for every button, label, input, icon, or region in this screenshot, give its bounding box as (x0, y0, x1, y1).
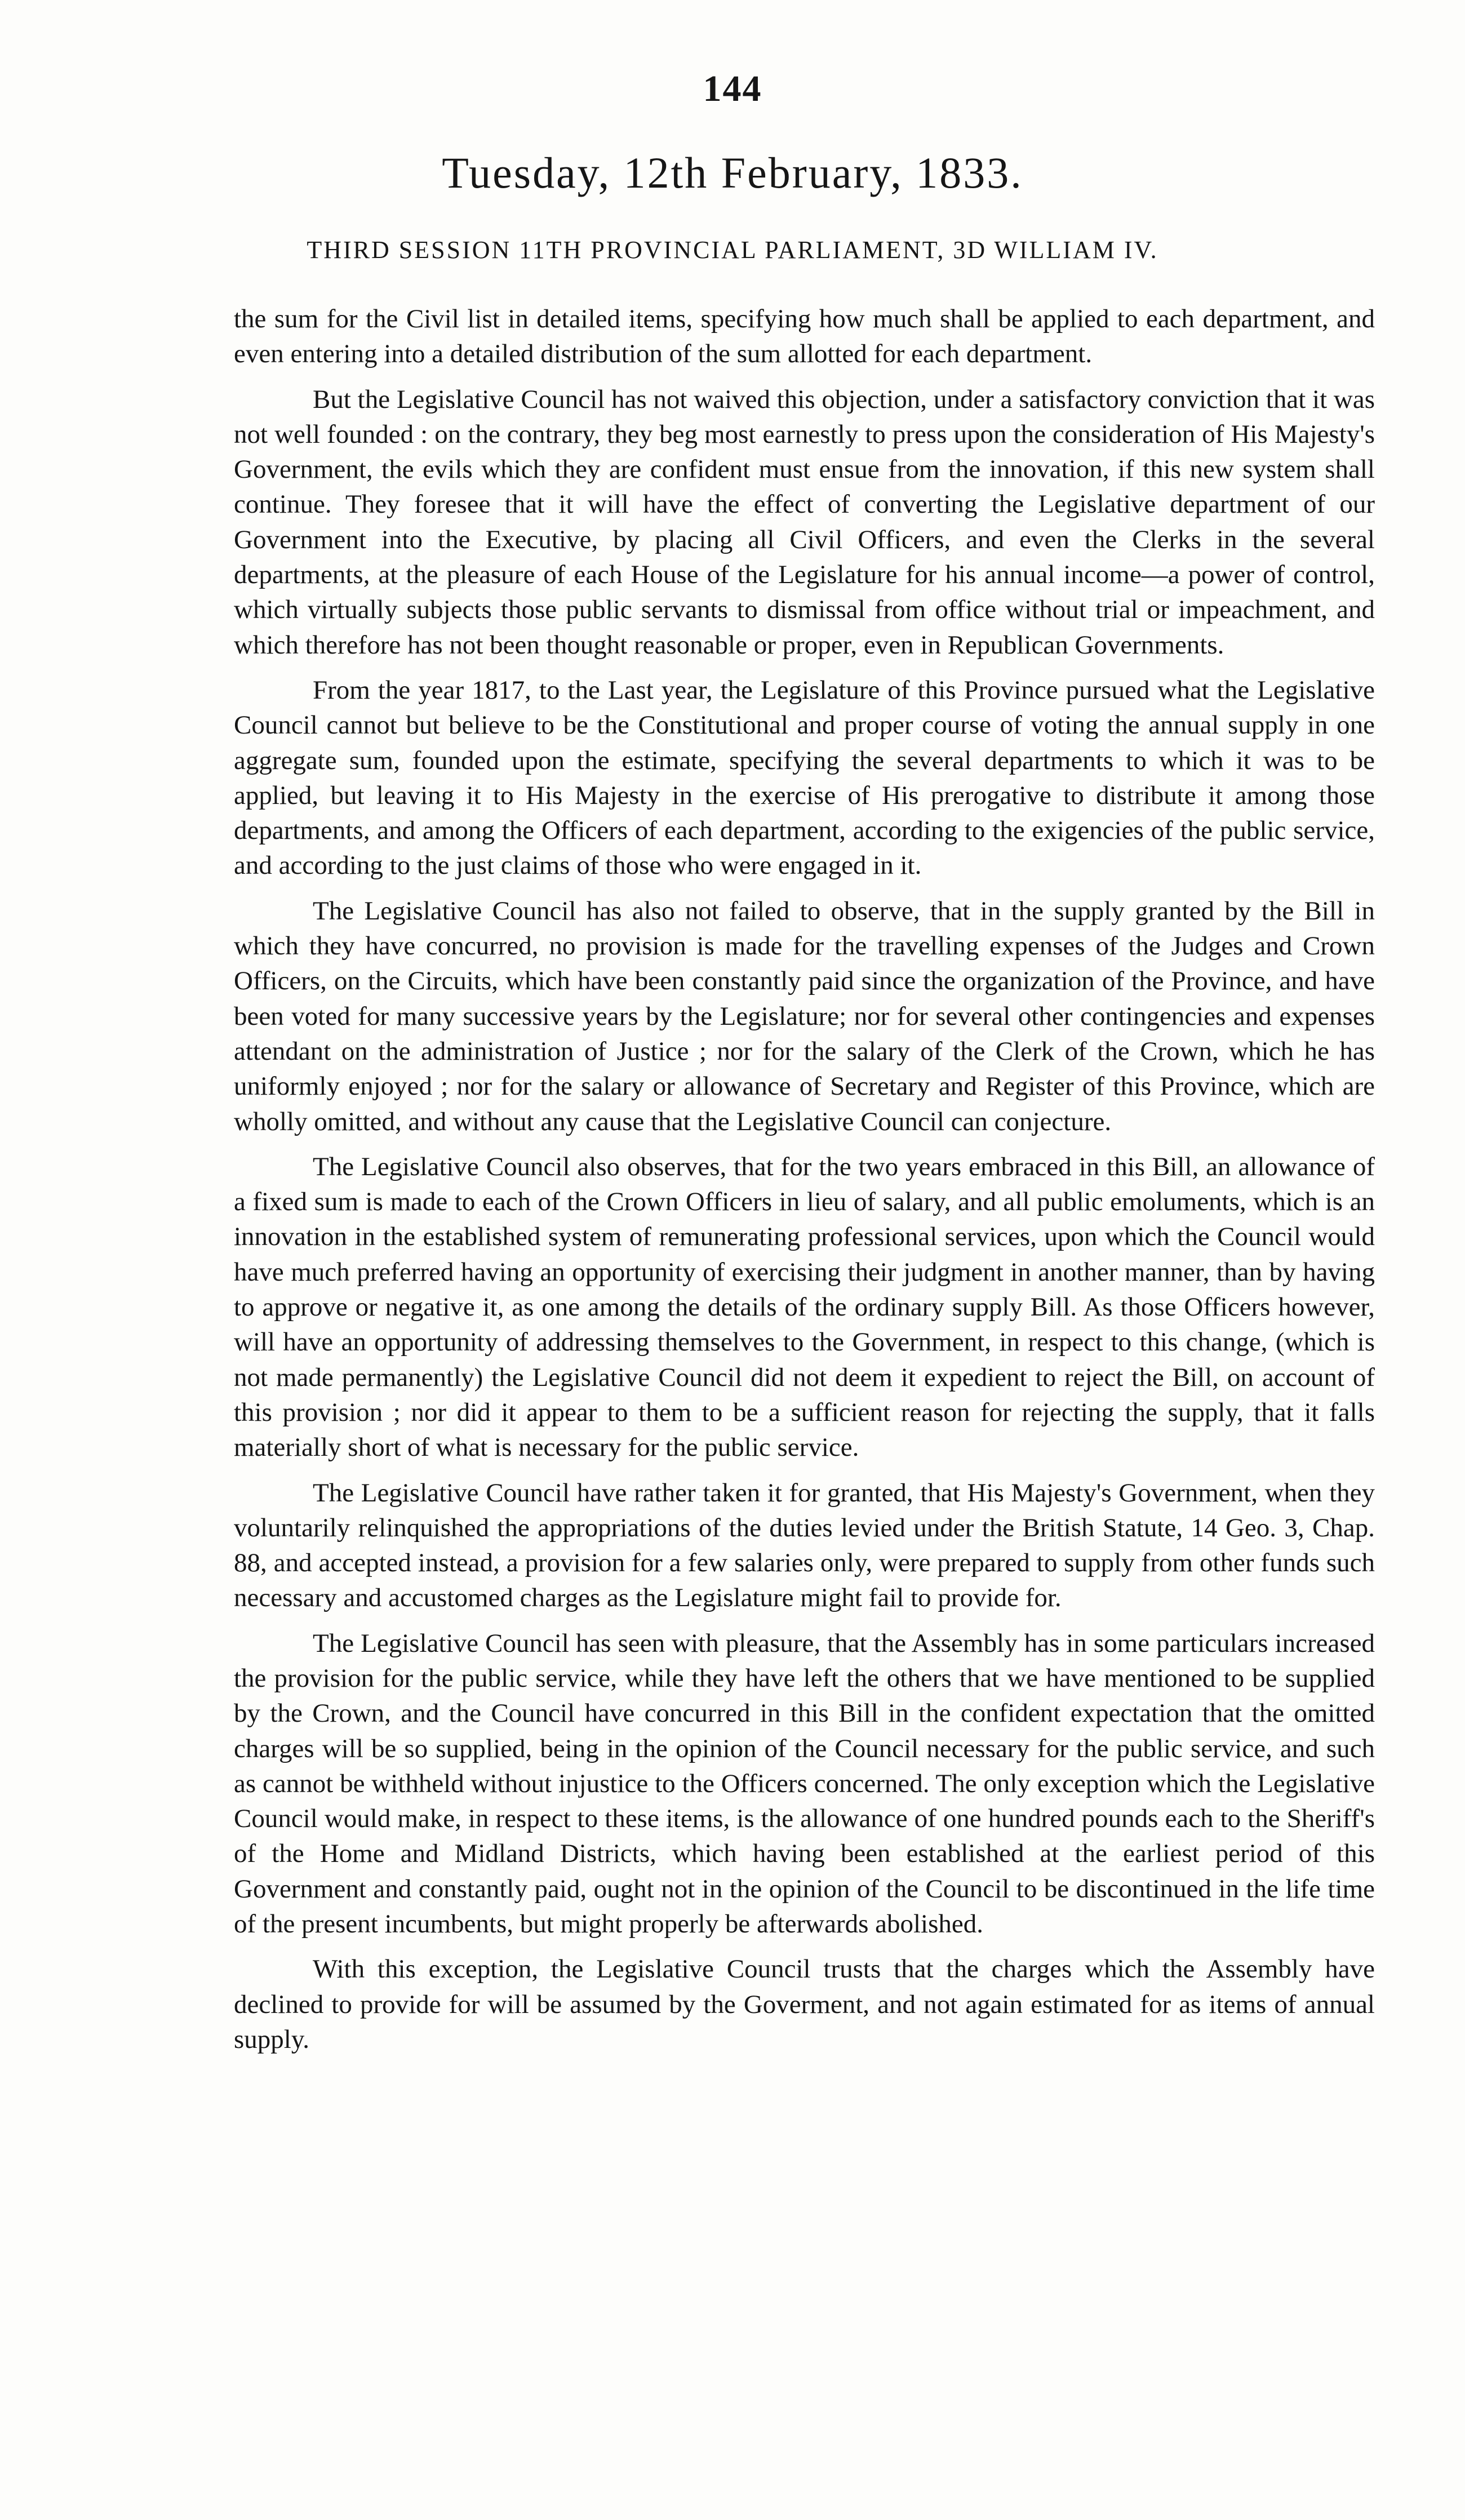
paragraph-sheriffs-exception: The Legislative Council has seen with pleasure, that the Assembly has in some particulars increased the provision for the public service, while they have left the others that we have mentioned to be supplied by the Crown, and the Council have concurred in this Bill in the confident expectation that the omitted charges will be so supplied, being in the opinion of the Council necessary for the public service, and such as cannot be withheld without injustice to the Officers concerned. The only exception which the Legislative Council would make, in respect to these items, is the allowance of one hundred pounds each to the Sheriff's of the Home and Midland Districts, which having been established at the earliest period of this Government and constantly paid, ought not in the opinion of the Council to be discontinued in the life time of the present incumbents, but might properly be afterwards abolished. (234, 1628, 1375, 1939)
body-text (234, 301, 1375, 2057)
paragraph-crown-officers: The Legislative Council also observes, that for the two years embraced in this Bill, an allowance of a fixed sum is made to each of the Crown Officers in lieu of salary, and all public emoluments, which is an innovation in the established system of remunerating professional services, upon which the Council would have much preferred having an opportunity of exercising their judgment in another manner, than by having to approve or negative it, as one among the details of the ordinary supply Bill. As those Officers however, will have an opportunity of addressing themselves to the Government, in respect to this change, (which is not made permanently) the Legislative Council did not deem it expedient to reject the Bill, on account of this provision ; nor did it appear to them to be a sufficient reason for rejecting the supply, that it falls materially short of what is necessary for the public service. (234, 1152, 1375, 1463)
paragraph-civil-list: the sum for the Civil list in detailed items, specifying how much shall be applied to each department, and even entering into a detailed distribution of the sum allotted for each department. (234, 304, 1375, 369)
paragraph-objection: But the Legislative Council has not waived this objection, under a satisfactory conviction that it was not well founded : on the contrary, they beg most earnestly to press upon the consideration of His Majesty's Government, the evils which they are confident must ensue from the innovation, if this new system shall continue. They foresee that it will have the effect of converting the Legislative department of our Government into the Executive, by placing all Civil Officers, and even the Clerks in the several departments, at the pleasure of each House of the Legislature for his annual income—a power of control, which virtually subjects those public servants to dismissal from office without trial or impeachment, and which therefore has not been thought reasonable or proper, even in Republican Governments. (234, 384, 1375, 660)
paragraph-annual-supply: From the year 1817, to the Last year, the Legislature of this Province pursued what the Legislative Council cannot but believe to be the Constitutional and proper course of voting the annual supply in one aggregate sum, founded upon the estimate, specifying the several departments to which it was to be applied, but leaving it to His Majesty in the exercise of His prerogative to distribute it among those departments, and among the Officers of each department, according to the exigencies of the public service, and according to the just claims of those who were engaged in it. (234, 675, 1375, 881)
session-heading: THIRD SESSION 11TH PROVINCIAL PARLIAMENT, 3D WILLIAM IV. (307, 236, 1158, 264)
paragraph-conclusion: With this exception, the Legislative Council trusts that the charges which the Assembly have declined to provide for will be assumed by the Goverment, and not again estimated for as items of annual supply. (234, 1954, 1375, 2054)
page-date-heading: Tuesday, 12th February, 1833. (442, 148, 1023, 197)
paragraph-omitted-provisions: The Legislative Council has also not failed to observe, that in the supply granted by the Bill in which they have concurred, no provision is made for the travelling expenses of the Judges and Crown Officers, on the Circuits, which have been constantly paid since the organization of the Province, and have been voted for many successive years by the Legislature; nor for several other contingencies and expenses attendant on the administration of Justice ; nor for the salary of the Clerk of the Crown, which he has uniformly enjoyed ; nor for the salary or allowance of Secretary and Register of this Province, which are wholly omitted, and without any cause that the Legislative Council can conjecture. (234, 896, 1375, 1136)
page-number: 144 (703, 68, 762, 109)
paragraph-british-statute: The Legislative Council have rather taken it for granted, that His Majesty's Government, when they voluntarily relinquished the appropriations of the duties levied under the British Statute, 14 Geo. 3, Chap. 88, and accepted instead, a provision for a few salaries only, were prepared to supply from other funds such necessary and accustomed charges as the Legislature might fail to provide for. (234, 1478, 1375, 1613)
